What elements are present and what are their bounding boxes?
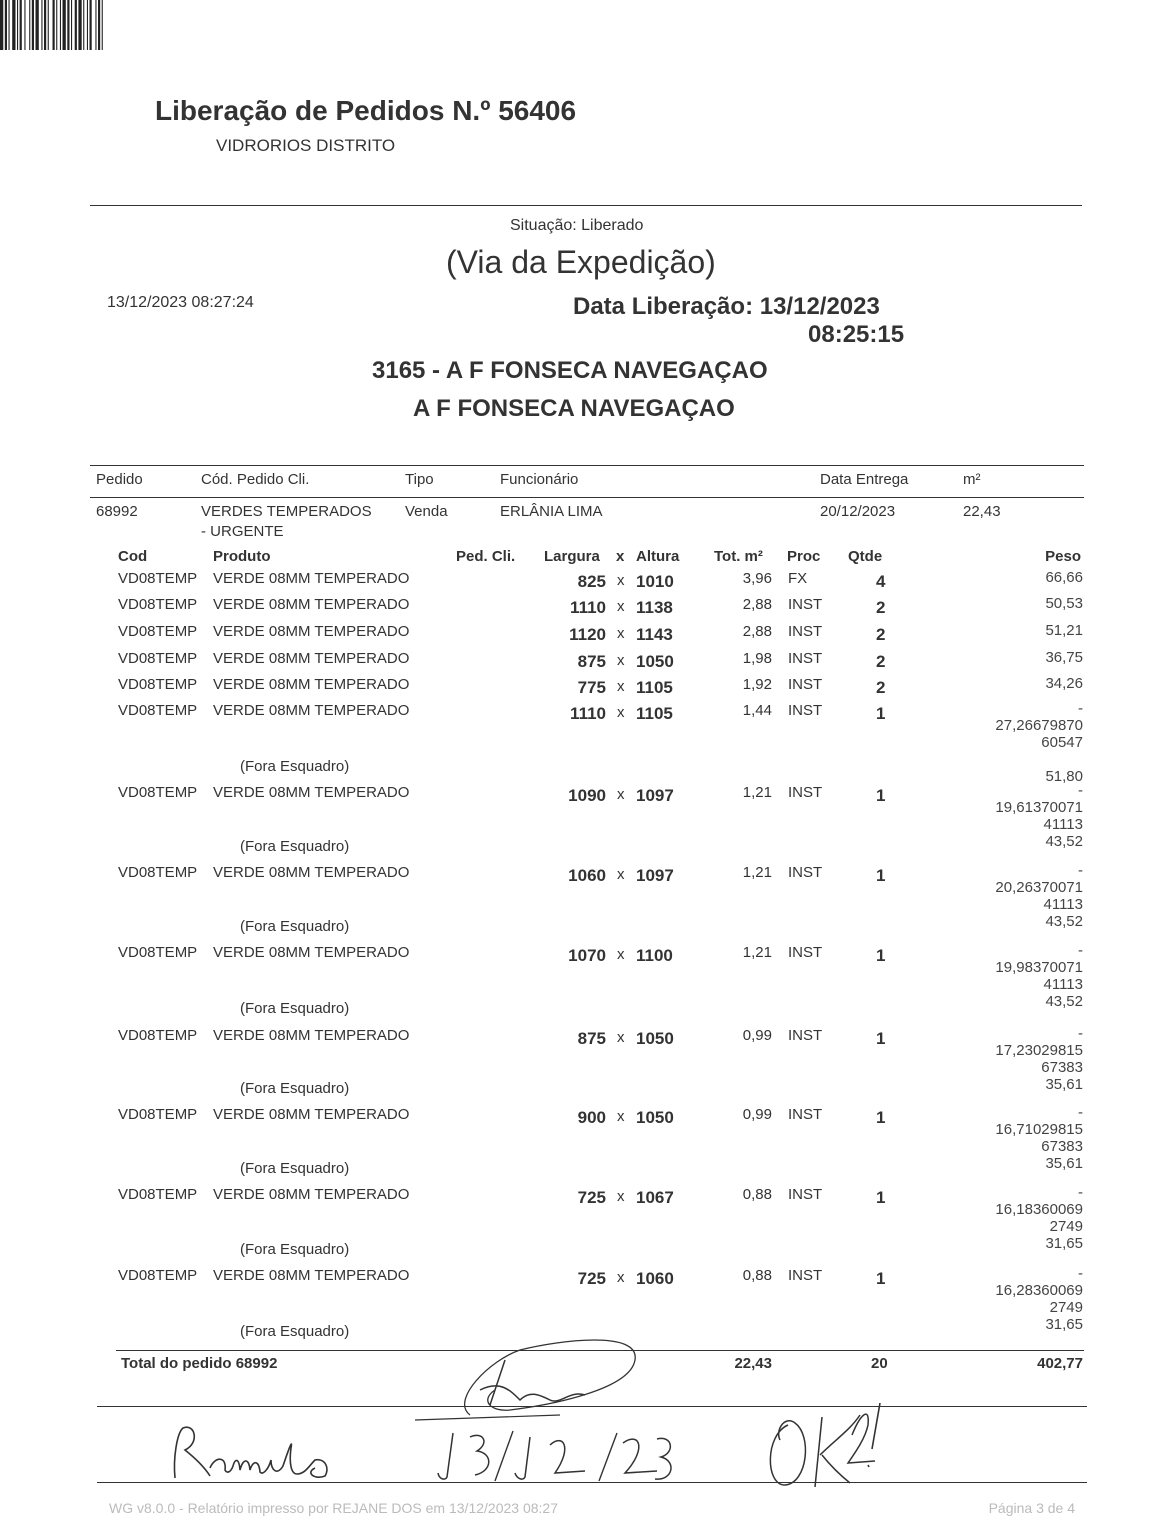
- item-peso: - 16,28360069 2749 31,65: [995, 1265, 1083, 1333]
- divider: [90, 497, 1084, 498]
- item-altura: 1050: [636, 1029, 674, 1048]
- item-proc: FX: [788, 570, 808, 587]
- item-peso: - 16,71029815 67383 35,61: [995, 1104, 1083, 1172]
- item-peso: 36,75: [1045, 649, 1083, 666]
- item-proc: INST: [788, 1027, 823, 1044]
- item-largura: 1110: [570, 598, 606, 617]
- item-produto: VERDE 08MM TEMPERADO: [213, 784, 410, 801]
- item-x: x: [617, 704, 625, 721]
- order-client-code: VERDES TEMPERADOS: [201, 503, 372, 520]
- order-number: 68992: [96, 503, 138, 520]
- item-altura: 1138: [636, 598, 673, 617]
- item-x: x: [617, 1029, 625, 1046]
- total-peso: 402,77: [1037, 1355, 1083, 1372]
- item-cod: VD08TEMP: [118, 1186, 198, 1203]
- col-header-tot-m2: Tot. m²: [714, 548, 763, 565]
- item-x: x: [617, 1269, 625, 1286]
- item-produto: VERDE 08MM TEMPERADO: [213, 1186, 410, 1203]
- item-peso: - 27,26679870 60547 51,80: [995, 700, 1083, 785]
- item-note: (Fora Esquadro): [240, 838, 350, 855]
- item-altura: 1100: [636, 946, 673, 965]
- item-tot-m2: 1,44: [742, 702, 772, 719]
- item-produto: VERDE 08MM TEMPERADO: [213, 1267, 410, 1284]
- item-altura: 1010: [636, 572, 674, 591]
- item-cod: VD08TEMP: [118, 1106, 198, 1123]
- item-altura: 1060: [636, 1269, 674, 1288]
- item-altura: 1105: [636, 704, 673, 723]
- item-proc: INST: [788, 1186, 823, 1203]
- total-label: Total do pedido 68992: [121, 1355, 278, 1372]
- release-time: 08:25:15: [808, 321, 905, 348]
- total-m2: 22,43: [734, 1355, 772, 1372]
- item-produto: VERDE 08MM TEMPERADO: [213, 864, 410, 881]
- col-header-data-entrega: Data Entrega: [820, 471, 909, 488]
- item-x: x: [617, 625, 625, 642]
- item-produto: VERDE 08MM TEMPERADO: [213, 570, 410, 587]
- item-altura: 1143: [636, 625, 673, 644]
- item-produto: VERDE 08MM TEMPERADO: [213, 676, 410, 693]
- col-header-ped-cli: Ped. Cli.: [456, 548, 516, 565]
- item-cod: VD08TEMP: [118, 1027, 198, 1044]
- item-largura: 875: [577, 652, 606, 671]
- item-peso: - 17,23029815 67383 35,61: [995, 1025, 1083, 1093]
- order-m2: 22,43: [963, 503, 1001, 520]
- item-x: x: [617, 866, 625, 883]
- col-header-tipo: Tipo: [405, 471, 434, 488]
- item-tot-m2: 0,88: [742, 1186, 772, 1203]
- item-tot-m2: 1,21: [742, 864, 772, 881]
- copy-type: (Via da Expedição): [446, 244, 716, 280]
- status-label: Situação: Liberado: [510, 217, 644, 234]
- item-qtde: 4: [876, 572, 886, 591]
- item-cod: VD08TEMP: [118, 596, 198, 613]
- col-header-funcionario: Funcionário: [500, 471, 579, 488]
- item-cod: VD08TEMP: [118, 650, 198, 667]
- col-header-qtde: Qtde: [848, 548, 883, 565]
- item-peso: 50,53: [1045, 595, 1083, 612]
- item-x: x: [617, 946, 625, 963]
- item-qtde: 1: [876, 1108, 886, 1127]
- item-note: (Fora Esquadro): [240, 1000, 350, 1017]
- col-header-x: x: [616, 548, 625, 565]
- item-proc: INST: [788, 784, 823, 801]
- item-largura: 1120: [569, 625, 606, 644]
- footer-print-info: WG v8.0.0 - Relatório impresso por REJANE DOS em 13/12/2023 08:27: [109, 1500, 558, 1516]
- order-delivery-date: 20/12/2023: [820, 503, 896, 520]
- item-peso: 51,21: [1045, 622, 1083, 639]
- item-qtde: 1: [876, 704, 886, 723]
- item-tot-m2: 3,96: [742, 570, 772, 587]
- item-tot-m2: 1,98: [742, 650, 772, 667]
- item-tot-m2: 2,88: [742, 623, 772, 640]
- item-proc: INST: [788, 864, 823, 881]
- item-altura: 1105: [636, 678, 673, 697]
- item-altura: 1050: [636, 1108, 674, 1127]
- item-produto: VERDE 08MM TEMPERADO: [213, 944, 410, 961]
- release-date: Data Liberação: 13/12/2023: [573, 293, 880, 320]
- barcode-icon: [0, 0, 175, 50]
- item-tot-m2: 1,21: [742, 944, 772, 961]
- item-proc: INST: [788, 676, 823, 693]
- item-tot-m2: 0,99: [742, 1027, 772, 1044]
- item-cod: VD08TEMP: [118, 784, 198, 801]
- item-altura: 1097: [636, 786, 674, 805]
- item-qtde: 2: [876, 625, 886, 644]
- col-header-produto: Produto: [213, 548, 271, 565]
- item-peso: - 19,98370071 41113 43,52: [995, 942, 1083, 1010]
- item-qtde: 2: [876, 598, 886, 617]
- divider: [90, 465, 1084, 466]
- item-peso: - 19,61370071 41113 43,52: [995, 782, 1083, 850]
- item-note: (Fora Esquadro): [240, 1323, 350, 1340]
- client-code-name: 3165 - A F FONSECA NAVEGAÇAO: [372, 357, 768, 384]
- item-produto: VERDE 08MM TEMPERADO: [213, 596, 410, 613]
- col-header-peso: Peso: [1045, 548, 1081, 565]
- item-cod: VD08TEMP: [118, 623, 198, 640]
- item-qtde: 1: [876, 866, 886, 885]
- item-note: (Fora Esquadro): [240, 1160, 350, 1177]
- item-cod: VD08TEMP: [118, 1267, 198, 1284]
- col-header-cod: Cod: [118, 548, 148, 565]
- item-proc: INST: [788, 1267, 823, 1284]
- signature-ok: [760, 1395, 890, 1495]
- item-cod: VD08TEMP: [118, 944, 198, 961]
- item-x: x: [617, 1188, 625, 1205]
- item-qtde: 1: [876, 1188, 886, 1207]
- item-peso: 66,66: [1045, 569, 1083, 586]
- item-cod: VD08TEMP: [118, 702, 198, 719]
- col-header-m2: m²: [963, 471, 981, 488]
- company-name: VIDRORIOS DISTRITO: [216, 136, 396, 155]
- col-header-pedido: Pedido: [96, 471, 143, 488]
- item-cod: VD08TEMP: [118, 570, 198, 587]
- item-qtde: 1: [876, 946, 886, 965]
- item-altura: 1097: [636, 866, 674, 885]
- item-proc: INST: [788, 702, 823, 719]
- item-largura: 725: [577, 1269, 606, 1288]
- item-x: x: [617, 652, 625, 669]
- item-peso: - 16,18360069 2749 31,65: [995, 1184, 1083, 1252]
- item-proc: INST: [788, 944, 823, 961]
- item-note: (Fora Esquadro): [240, 1241, 350, 1258]
- item-proc: INST: [788, 623, 823, 640]
- item-cod: VD08TEMP: [118, 676, 198, 693]
- item-proc: INST: [788, 596, 823, 613]
- item-qtde: 2: [876, 678, 886, 697]
- item-largura: 1090: [568, 786, 606, 805]
- item-altura: 1067: [636, 1188, 674, 1207]
- item-largura: 825: [577, 572, 606, 591]
- col-header-cod-pedido-cli: Cód. Pedido Cli.: [201, 471, 310, 488]
- item-produto: VERDE 08MM TEMPERADO: [213, 1106, 410, 1123]
- item-largura: 1110: [570, 704, 606, 723]
- item-altura: 1050: [636, 652, 674, 671]
- item-tot-m2: 0,99: [742, 1106, 772, 1123]
- item-peso: 34,26: [1045, 675, 1083, 692]
- item-tot-m2: 0,88: [742, 1267, 772, 1284]
- item-x: x: [617, 1108, 625, 1125]
- divider: [90, 205, 1082, 206]
- order-client-code-cont: - URGENTE: [201, 523, 284, 540]
- footer-page-number: Página 3 de 4: [988, 1500, 1075, 1516]
- item-tot-m2: 1,21: [742, 784, 772, 801]
- print-datetime: 13/12/2023 08:27:24: [107, 294, 254, 311]
- item-qtde: 1: [876, 1029, 886, 1048]
- item-produto: VERDE 08MM TEMPERADO: [213, 1027, 410, 1044]
- item-proc: INST: [788, 1106, 823, 1123]
- item-note: (Fora Esquadro): [240, 758, 350, 775]
- signature-scribble: [410, 1320, 670, 1430]
- item-largura: 1070: [568, 946, 606, 965]
- item-proc: INST: [788, 650, 823, 667]
- item-largura: 775: [577, 678, 606, 697]
- signature-name: [165, 1418, 355, 1488]
- page-title: Liberação de Pedidos N.º 56406: [155, 95, 577, 126]
- item-note: (Fora Esquadro): [240, 918, 350, 935]
- client-name: A F FONSECA NAVEGAÇAO: [413, 395, 735, 422]
- item-note: (Fora Esquadro): [240, 1080, 350, 1097]
- item-qtde: 1: [876, 1269, 886, 1288]
- item-produto: VERDE 08MM TEMPERADO: [213, 702, 410, 719]
- col-header-altura: Altura: [636, 548, 680, 565]
- item-x: x: [617, 598, 625, 615]
- item-largura: 1060: [568, 866, 606, 885]
- item-qtde: 1: [876, 786, 886, 805]
- order-employee: ERLÂNIA LIMA: [500, 503, 603, 520]
- signature-date: [435, 1425, 675, 1485]
- item-x: x: [617, 572, 625, 589]
- order-type: Venda: [405, 503, 448, 520]
- col-header-proc: Proc: [787, 548, 821, 565]
- item-cod: VD08TEMP: [118, 864, 198, 881]
- item-largura: 875: [577, 1029, 606, 1048]
- item-peso: - 20,26370071 41113 43,52: [995, 862, 1083, 930]
- item-largura: 900: [577, 1108, 606, 1127]
- item-produto: VERDE 08MM TEMPERADO: [213, 650, 410, 667]
- item-largura: 725: [577, 1188, 606, 1207]
- item-x: x: [617, 678, 625, 695]
- item-tot-m2: 1,92: [742, 676, 772, 693]
- item-x: x: [617, 786, 625, 803]
- item-qtde: 2: [876, 652, 886, 671]
- item-tot-m2: 2,88: [742, 596, 772, 613]
- item-produto: VERDE 08MM TEMPERADO: [213, 623, 410, 640]
- total-qtde: 20: [871, 1355, 888, 1372]
- col-header-largura: Largura: [544, 548, 600, 565]
